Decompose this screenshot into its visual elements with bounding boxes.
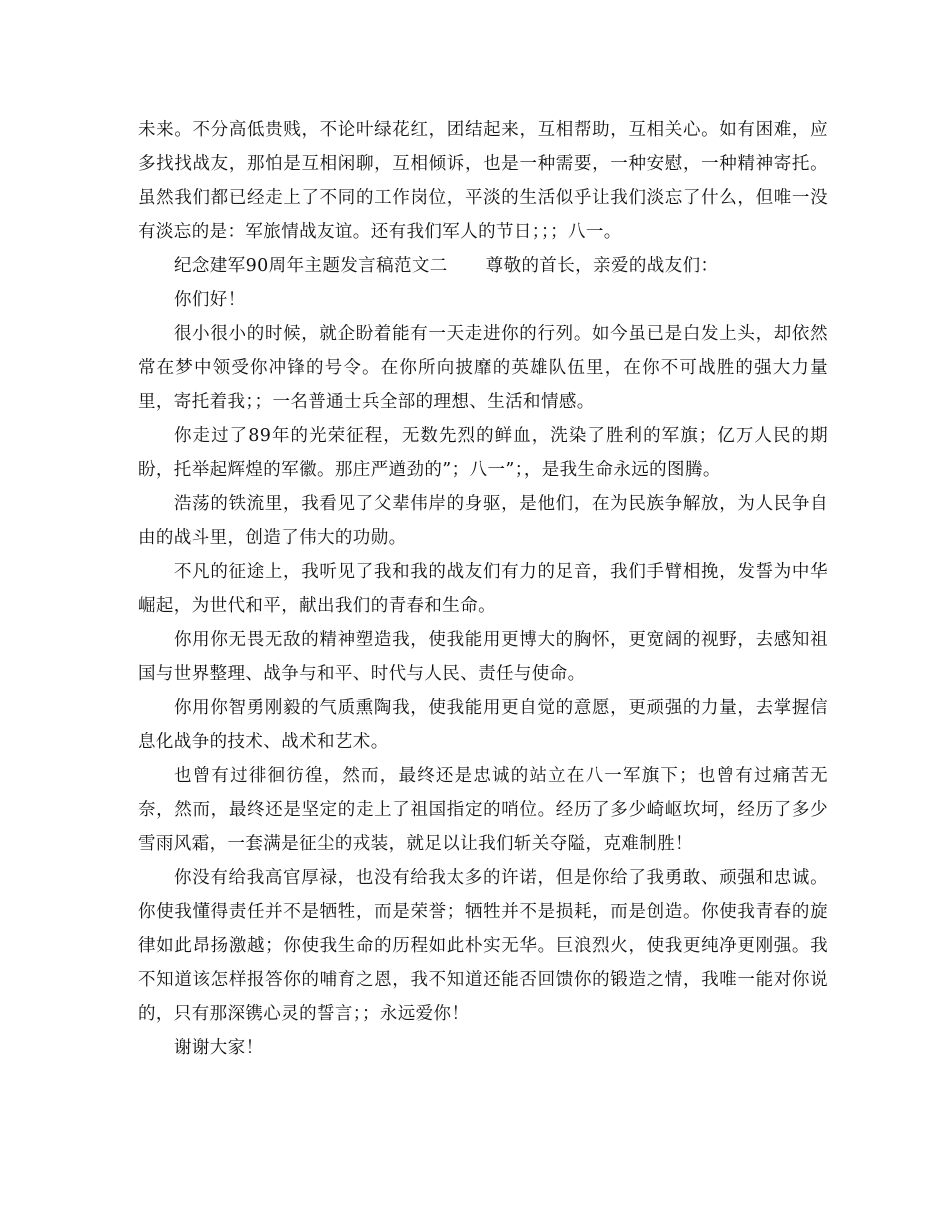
paragraph: 你用你无畏无敌的精神塑造我，使我能用更博大的胸怀，更宽阔的视野，去感知祖国与世界整理、战争与和平、时代与人民、责任与使命。 <box>138 630 828 684</box>
paragraph-continuation: 未来。不分高低贵贱，不论叶绿花红，团结起来，互相帮助，互相关心。如有困难，应多找找战友，那怕是互相闲聊，互相倾诉，也是一种需要，一种安慰，一种精神寄托。虽然我们都已经走上了不同的工作岗位，平淡的生活似乎让我们淡忘了什么，但唯一没有淡忘的是：军旅情战友谊。还有我们军人的节日；；；八一。 <box>138 120 828 242</box>
paragraph: 你走过了89年的光荣征程，无数先烈的鲜血，洗染了胜利的军旗；亿万人民的期盼，托举起辉煌的军徽。那庄严遒劲的”；八一”；，是我生命永远的图腾。 <box>138 426 828 480</box>
paragraph: 浩荡的铁流里，我看见了父辈伟岸的身驱，是他们，在为民族争解放，为人民争自由的战斗里，创造了伟大的功勋。 <box>138 494 828 548</box>
greeting: 尊敬的首长，亲爱的战友们： <box>485 256 719 276</box>
paragraph: 你没有给我高官厚禄，也没有给我太多的许诺，但是你给了我勇敢、顽强和忠诚。你使我懂得责任并不是牺牲，而是荣誉；牺牲并不是损耗，而是创造。你使我青春的旋律如此昂扬激越；你使我生命的历程如此朴实无华。巨浪烈火，使我更纯净更刚强。我不知道该怎样报答你的哺育之恩，我不知道还能否回馈你的锻造之情，我唯一能对你说的，只有那深镌心灵的誓言；；永远爱你！ <box>138 868 828 1024</box>
paragraph: 你用你智勇刚毅的气质熏陶我，使我能用更自觉的意愿，更顽强的力量，去掌握信息化战争的技术、战术和艺术。 <box>138 698 828 752</box>
section-title: 纪念建军90周年主题发言稿范文二 <box>174 256 448 276</box>
document-body <box>138 113 828 1065</box>
section-heading-line <box>138 249 828 283</box>
paragraph-closing: 谢谢大家！ <box>174 1038 264 1058</box>
paragraph: 也曾有过徘徊彷徨，然而，最终还是忠诚的站立在八一军旗下；也曾有过痛苦无奈，然而，最终还是坚定的走上了祖国指定的哨位。经历了多少崎岖坎坷，经历了多少雪雨风霜，一套满是征尘的戎装，就足以让我们斩关夺隘，克难制胜！ <box>138 766 828 854</box>
paragraph-salutation: 你们好！ <box>174 290 246 310</box>
paragraph: 很小很小的时候，就企盼着能有一天走进你的行列。如今虽已是白发上头，却依然常在梦中领受你冲锋的号令。在你所向披靡的英雄队伍里，在你不可战胜的强大力量里，寄托着我；；一名普通士兵全部的理想、生活和情感。 <box>138 324 828 412</box>
paragraph: 不凡的征途上，我听见了我和我的战友们有力的足音，我们手臂相挽，发誓为中华崛起，为世代和平，献出我们的青春和生命。 <box>138 562 828 616</box>
